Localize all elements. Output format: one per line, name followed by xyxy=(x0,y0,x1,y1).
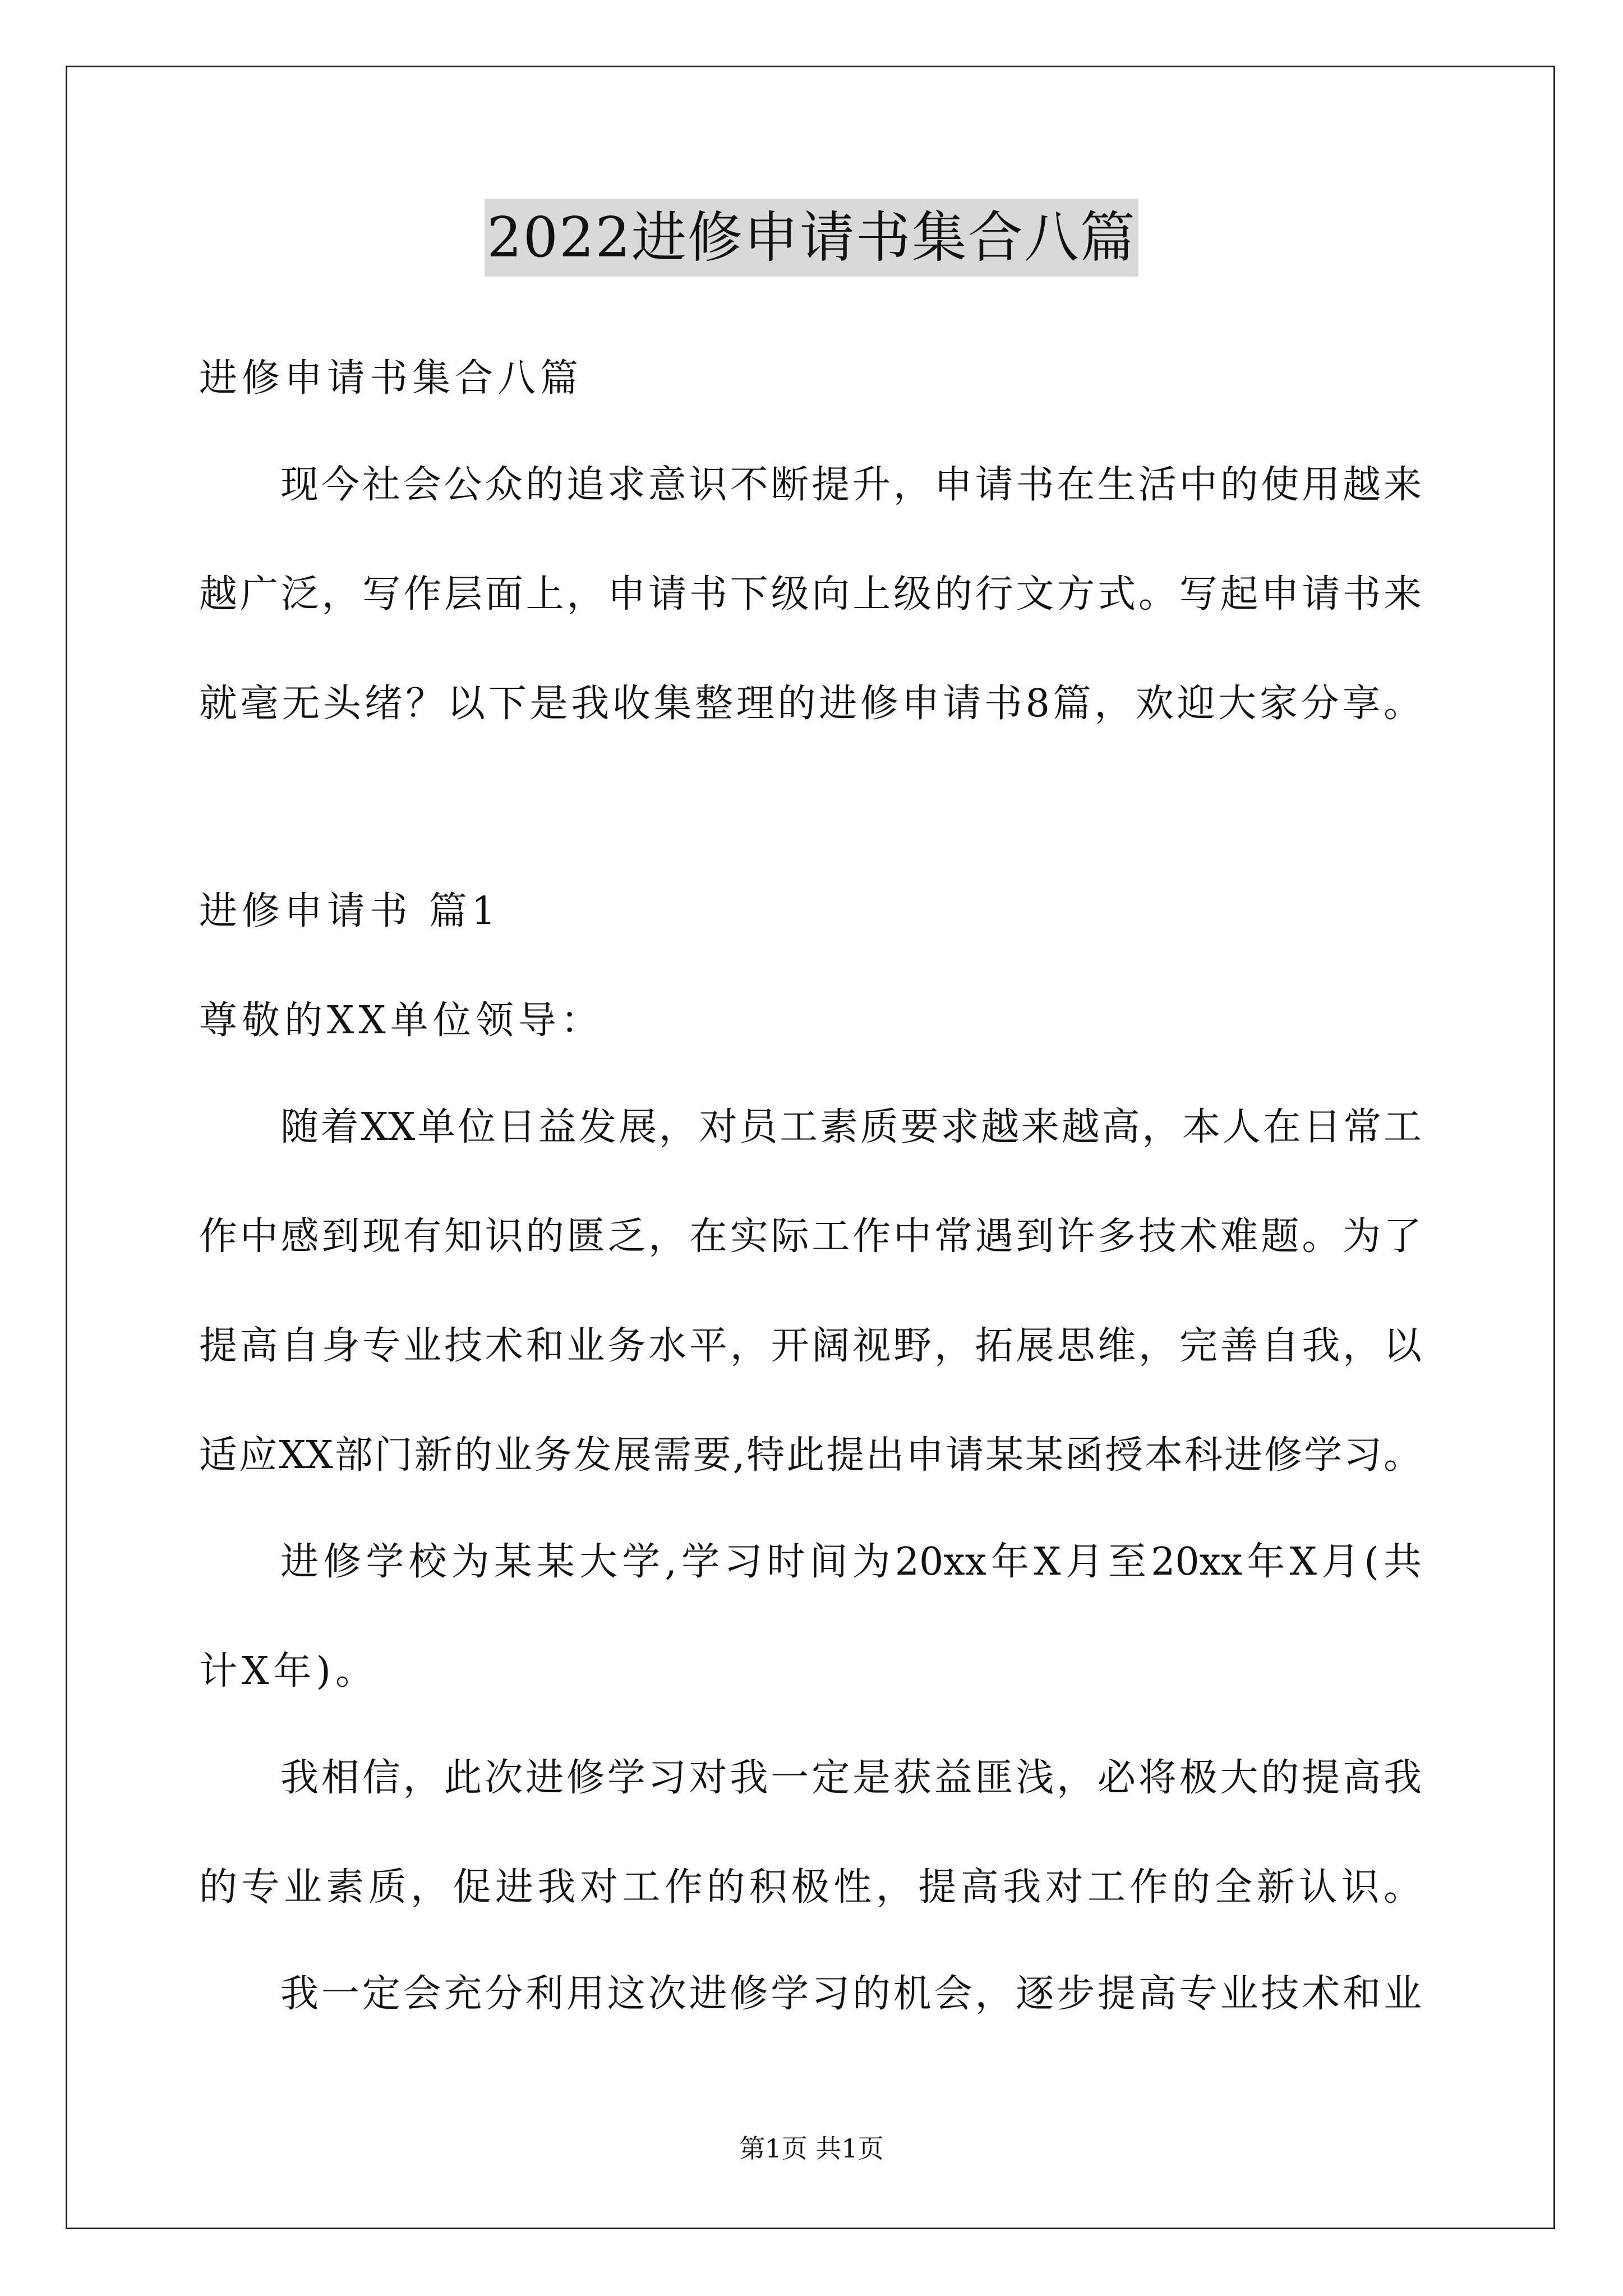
para1-line-3: 提高自身专业技术和业务水平，开阔视野，拓展思维，完善自我，以 xyxy=(199,1324,1422,1368)
para4-line-1: 我一定会充分利用这次进修学习的机会，逐步提高专业技术和业 xyxy=(280,1972,1422,2016)
intro-line-3: 就毫无头绪？以下是我收集整理的进修申请书8篇，欢迎大家分享。 xyxy=(199,682,1422,726)
para2-line-1: 进修学校为某某大学,学习时间为20xx年X月至20xx年X月(共 xyxy=(280,1540,1422,1584)
title-wrap xyxy=(0,199,1623,277)
section-heading: 进修申请书 篇1 xyxy=(199,889,500,933)
page-footer: 第1页 共1页 xyxy=(739,2133,884,2164)
para3-line-2: 的专业素质，促进我对工作的积极性，提高我对工作的全新认识。 xyxy=(199,1865,1422,1910)
para3-line-1: 我相信，此次进修学习对我一定是获益匪浅，必将极大的提高我 xyxy=(280,1756,1422,1800)
intro-line-1: 现今社会公众的追求意识不断提升，申请书在生活中的使用越来 xyxy=(280,463,1422,507)
para1-line-1: 随着XX单位日益发展，对员工素质要求越来越高，本人在日常工 xyxy=(280,1105,1422,1149)
document-title: 2022进修申请书集合八篇 xyxy=(485,199,1138,277)
para1-line-4: 适应XX部门新的业务发展需要,特此提出申请某某函授本科进修学习。 xyxy=(199,1433,1422,1478)
para1-line-2: 作中感到现有知识的匮乏，在实际工作中常遇到许多技术难题。为了 xyxy=(199,1214,1422,1259)
intro-line-2: 越广泛，写作层面上，申请书下级向上级的行文方式。写起申请书来 xyxy=(199,572,1422,616)
salutation: 尊敬的XX单位领导： xyxy=(199,999,603,1043)
document-subtitle: 进修申请书集合八篇 xyxy=(199,356,583,401)
para2-line-2: 计X年)。 xyxy=(199,1649,378,1694)
